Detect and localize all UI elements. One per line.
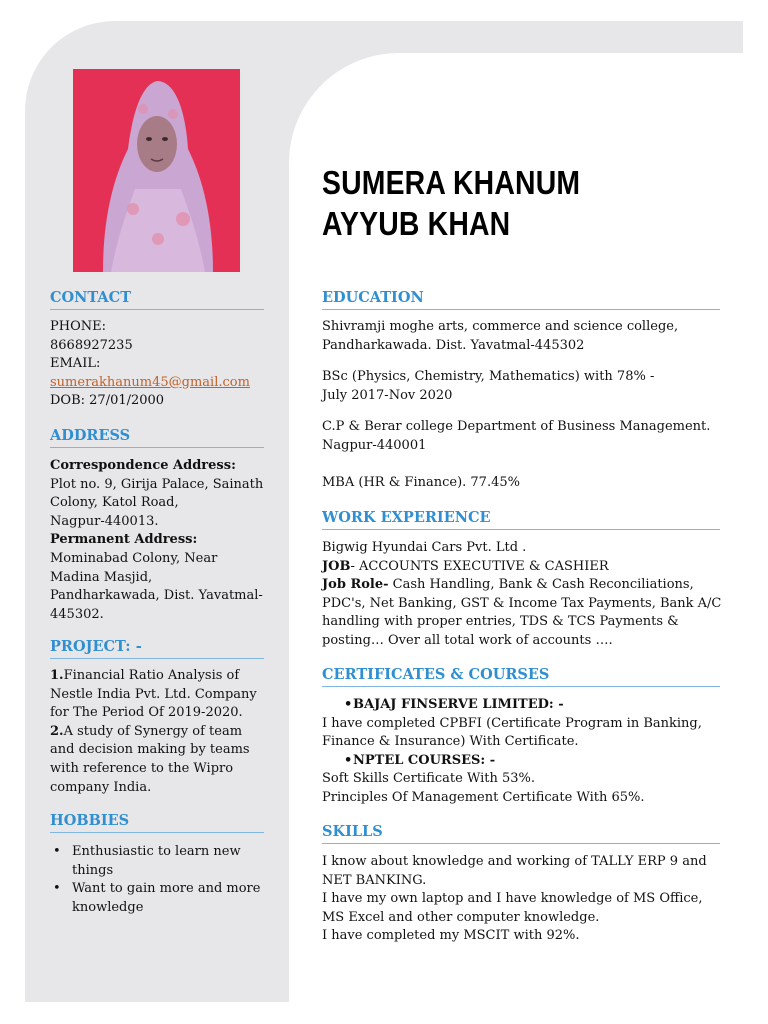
job-role-text: Cash Handling, Bank & Cash Reconciliations, PDC's, Net Banking, GST & Income Tax Payments, Bank A/C handling with proper entries, TDS & TCS Payments & posting… Over all total work of accounts …. (322, 577, 722, 648)
contact-section (50, 318, 264, 411)
skill-line: I know about knowledge and working of TALLY ERP 9 and NET BANKING. (322, 854, 707, 888)
education-entry: MBA (HR & Finance). 77.45% (322, 475, 520, 490)
certificate-line: Soft Skills Certificate With 53%. (322, 771, 535, 787)
permanent-line: Pandharkawada, Dist. Yavatmal- (50, 588, 263, 604)
bullet-icon: • (344, 697, 353, 712)
correspondence-label: Correspondence Address: (50, 458, 236, 473)
project-text: A study of Synergy of team and decision making by teams with reference to the Wipro company India. (50, 723, 250, 795)
job-label: JOB (322, 558, 351, 574)
permanent-line: 445302. (50, 606, 104, 622)
email-link[interactable]: sumerakhanum45@gmail.com (50, 374, 250, 390)
project-number: 2. (50, 723, 64, 739)
correspondence-line: Colony, Katol Road, (50, 495, 179, 511)
skills-heading: SKILLS (322, 823, 720, 844)
permanent-label: Permanent Address: (50, 532, 198, 548)
education-entry: BSc (Physics, Chemistry, Mathematics) with 78% - July 2017-Nov 2020 (322, 369, 655, 403)
project-item (50, 723, 264, 797)
certificate-title: • NPTEL COURSES: - (322, 752, 722, 771)
project-section (50, 667, 264, 797)
bullet-icon: • (53, 844, 61, 859)
dob-text: DOB: 27/01/2000 (50, 393, 165, 409)
job-role-label: Job Role- (322, 577, 389, 593)
company-name: Bigwig Hyundai Cars Pvt. Ltd . (322, 540, 527, 555)
project-number: 1. (50, 668, 64, 683)
contact-heading: CONTACT (50, 289, 264, 310)
permanent-line: Mominabad Colony, Near (50, 550, 218, 566)
hobby-item: • Enthusiastic to learn new things (53, 844, 241, 878)
address-heading: ADDRESS (50, 427, 264, 448)
hobby-item: • Want to gain more and more knowledge (53, 881, 261, 915)
skill-line: I have completed my MSCIT with 92%. (322, 928, 580, 944)
project-text: Financial Ratio Analysis of Nestle India Pvt. Ltd. Company for The Period Of 2019-2020. (50, 668, 257, 721)
work-heading: WORK EXPERIENCE (322, 509, 720, 530)
education-entry: Shivramji moghe arts, commerce and science college, Pandharkawada. Dist. Yavatmal-445302 (322, 319, 679, 353)
bullet-icon: • (344, 752, 353, 768)
work-section (322, 539, 722, 651)
education-heading: EDUCATION (322, 289, 720, 310)
project-item (50, 667, 264, 723)
certificate-title: • BAJAJ FINSERVE LIMITED: - (322, 696, 722, 715)
phone-value: 8668927235 (50, 337, 133, 353)
bullet-icon: • (53, 881, 61, 897)
name-line-2: AYYUB KHAN (322, 205, 511, 242)
name-line-1: SUMERA KHANUM (322, 164, 581, 201)
phone-label: PHONE: (50, 319, 106, 334)
certificate-text: I have completed CPBFI (Certificate Program in Banking, Finance & Insurance) With Certificate. (322, 715, 702, 750)
permanent-line: Madina Masjid, (50, 569, 153, 585)
candidate-name (322, 162, 580, 244)
hobbies-section (50, 843, 264, 917)
certificate-line: Principles Of Management Certificate With 65%. (322, 789, 645, 805)
education-entry: C.P & Berar college Department of Business Management. Nagpur-440001 (322, 419, 711, 453)
skills-section (322, 853, 722, 946)
project-heading: PROJECT: - (50, 638, 264, 659)
skill-line: I have my own laptop and I have knowledge of MS Office, MS Excel and other computer knowledge. (322, 891, 703, 925)
job-title: - ACCOUNTS EXECUTIVE & CASHIER (350, 558, 609, 574)
profile-photo (73, 69, 240, 272)
hobbies-heading: HOBBIES (50, 812, 264, 833)
correspondence-line: Plot no. 9, Girija Palace, Sainath (50, 476, 264, 492)
correspondence-line: Nagpur-440013. (50, 513, 159, 529)
address-section (50, 457, 264, 624)
email-label: EMAIL: (50, 356, 101, 372)
certificates-section (322, 696, 722, 808)
certificates-heading: CERTIFICATES & COURSES (322, 666, 720, 687)
